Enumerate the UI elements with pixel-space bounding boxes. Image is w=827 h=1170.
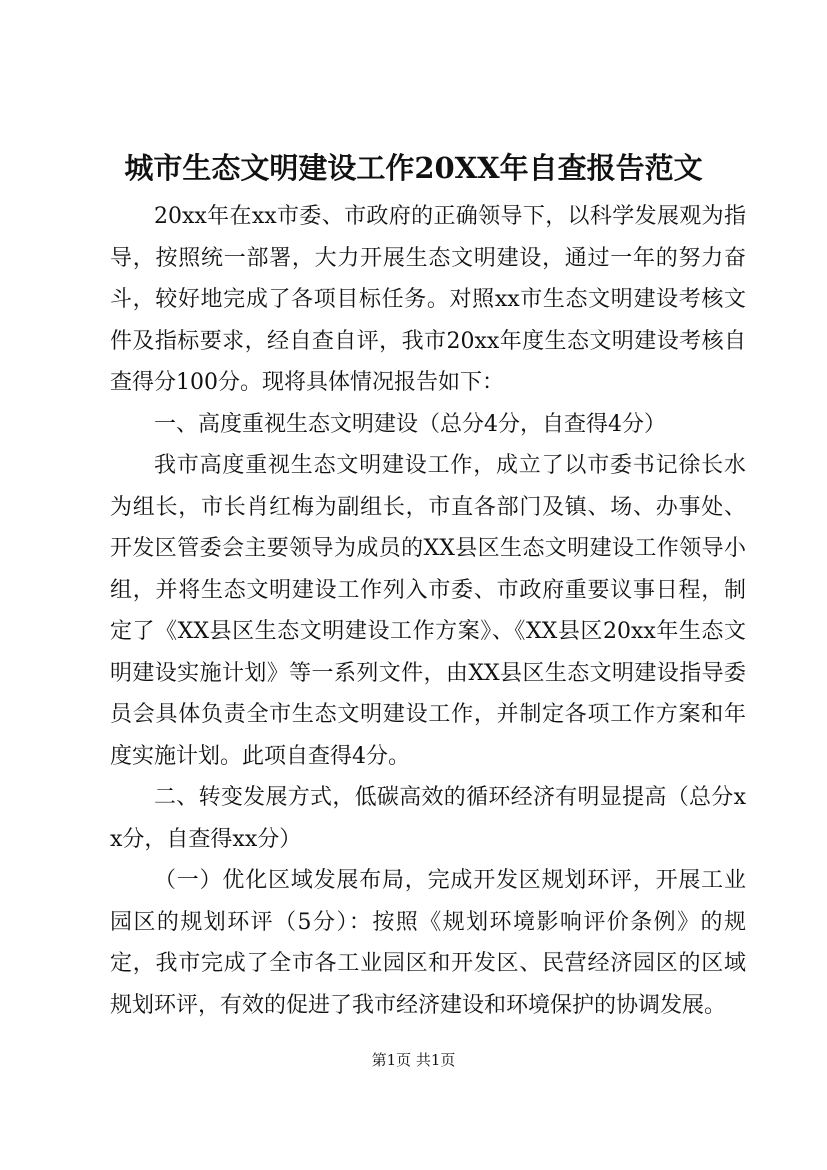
section-1-paragraph: 我市高度重视生态文明建设工作，成立了以市委书记徐长水为组长，市长肖红梅为副组长，市直各部门及镇、场、办事处、开发区管委会主要领导为成员的XX县区生态文明建设工作领导小组，并将生态文明建设工作列入市委、市政府重要议事日程，制定了《XX县区生态文明建设工作方案》、《XX县区20xx年生态文明建设实施计划》等一系列文件，由XX县区生态文明建设指导委员会具体负责全市生态文明建设工作，并制定各项工作方案和年度实施计划。此项自查得4分。 — [110, 453, 746, 769]
section-heading-1: 一、高度重视生态文明建设（总分4分，自查得4分） — [154, 411, 666, 437]
page-number-footer: 第1页 共1页 — [371, 1051, 456, 1069]
subsection-1-paragraph: （一）优化区域发展布局，完成开发区规划环评，开展工业园区的规划环评（5分）：按照《规划环境影响评价条例》的规定，我市完成了全市各工业园区和开发区、民营经济园区的区域规划环评，有效的促进了我市经济建设和环境保护的协调发展。 — [110, 868, 746, 1018]
document-body — [110, 196, 746, 1026]
intro-paragraph: 20xx年在xx市委、市政府的正确领导下，以科学发展观为指导，按照统一部署，大力开展生态文明建设，通过一年的努力奋斗，较好地完成了各项目标任务。对照xx市生态文明建设考核文件及指标要求，经自查自评，我市20xx年度生态文明建设考核自查得分100分。现将具体情况报告如下： — [110, 204, 746, 395]
section-heading-2: 二、转变发展方式，低碳高效的循环经济有明显提高（总分xx分，自查得xx分） — [110, 785, 746, 852]
document-title: 城市生态文明建设工作20XX年自查报告范文 — [124, 151, 703, 185]
